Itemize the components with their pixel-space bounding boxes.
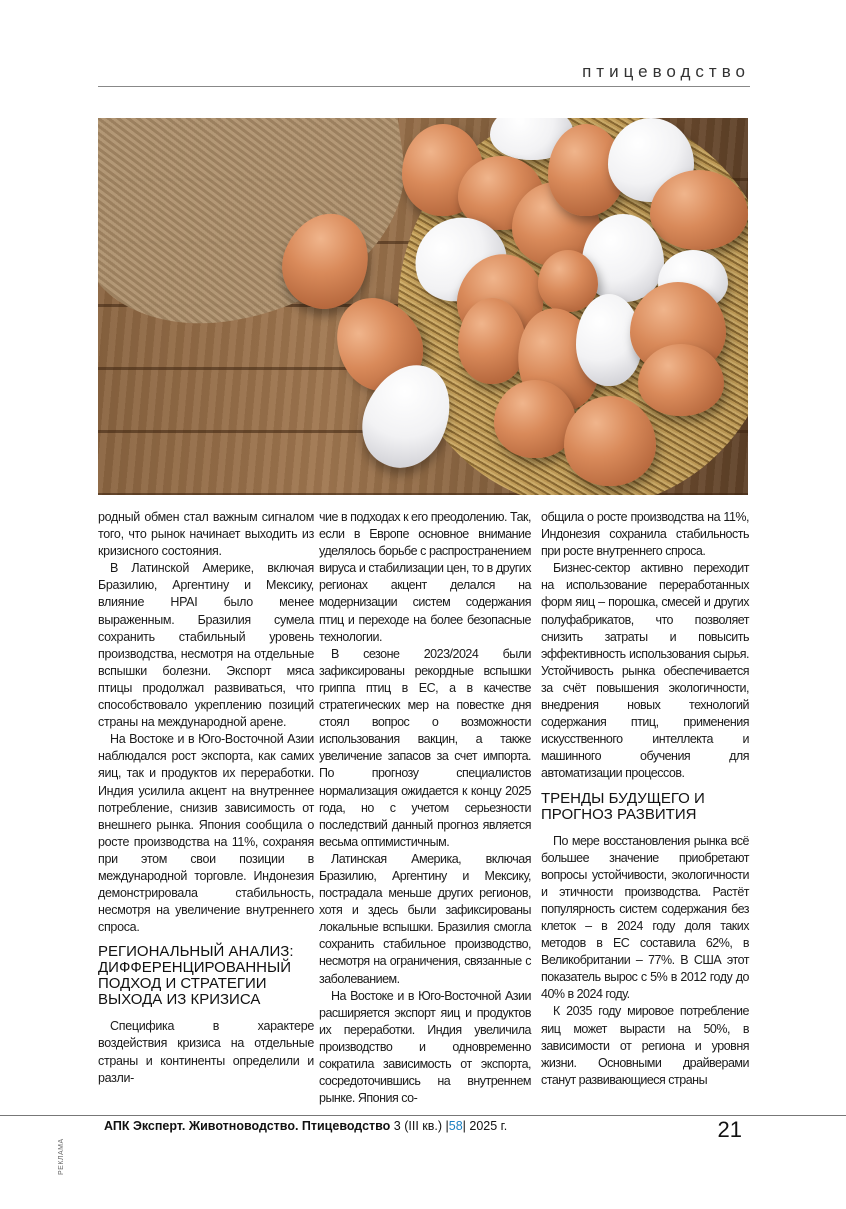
paragraph: Латинская Америка, включая Бразилию, Аргентину и Мексику, пострадала меньше других регионов, хотя и здесь были зафиксированы локальные вспышки. Бразилия смогла сохранить стабильное производство, несмотря на ограничения, связанные с заболеванием. [319, 851, 531, 986]
egg [638, 344, 724, 416]
text-column-3 [541, 509, 749, 1089]
paragraph: На Востоке и в Юго-Восточной Азии расширяется экспорт яиц и продуктов их переработки. Индия увеличила производство и одновременно сократила зависимость от экспорта, сосредоточившись на внутреннем рынке. Япония со- [319, 988, 531, 1106]
paragraph: Бизнес-сектор активно переходит на использование переработанных форм яиц – порошка, смесей и других полуфабрикатов, что позволяет снизить затраты и повысить эффективность использования сырья. Устойчивость рынка обеспечивается за счёт повышения экологичности, внедрения новых технологий содержания птиц, применения искусственного интеллекта и машинного обучения для автоматизации процессов. [541, 561, 749, 781]
text-column-1 [98, 509, 314, 1087]
section-heading: РЕГИОНАЛЬНЫЙ АНАЛИЗ: ДИФФЕРЕНЦИРОВАННЫЙ ПОДХОД И СТРАТЕГИИ ВЫХОДА ИЗ КРИЗИСА [98, 943, 294, 1009]
paragraph: чие в подходах к его преодолению. Так, если в Европе основное внимание уделялось борьбе с распространением вируса и стабилизации цен, то в других регионах акцент делался на модернизации систем содержания птиц и переходе на более безопасные технологии. [319, 510, 531, 644]
issue-year: | 2025 г. [462, 1119, 508, 1133]
paragraph: На Востоке и в Юго-Восточной Азии наблюдался рост экспорта, как самих яиц, так и продуктов их переработки. Индия усилила акцент на внутреннее потребление, снизив зависимость от внешнего рынка. Япония сообщила о росте производства на 11%, сохраняя при этом свои позиции в международной торговле. Индонезия демонстрировала стабильность, несмотря на увеличение внутреннего спроса. [98, 732, 314, 935]
journal-title: АПК Эксперт. Животноводство. Птицеводство [104, 1119, 391, 1133]
page-number: 21 [717, 1117, 742, 1142]
paragraph: По мере восстановления рынка всё большее значение приобретают вопросы устойчивости, экологичности и этичности производства. Растёт популярность систем содержания без клеток – в 2024 году доля таких методов в ЕС составила 62%, в Великобритании – 77%. В США этот показатель вырос с 5% в 2012 году до 40% в 2024 году. [541, 833, 749, 1002]
footer-divider [0, 1115, 846, 1116]
ad-label: РЕКЛАМА [58, 1138, 65, 1175]
issue-number: 58 [448, 1119, 463, 1133]
header-divider [98, 86, 750, 87]
text-column-2 [319, 509, 531, 1107]
paragraph: Специфика в характере воздействия кризиса на отдельные страны и континенты определили и разли- [98, 1019, 314, 1085]
paragraph: К 2035 году мировое потребление яиц может вырасти на 50%, в зависимости от региона и уровня жизни. Основными драйверами станут развивающиеся страны [541, 1004, 749, 1087]
eggs-photo [98, 118, 748, 495]
paragraph: родный обмен стал важным сигналом того, что рынок начинает выходить из кризисного состояния. [98, 510, 314, 559]
paragraph: общила о росте производства на 11%, Индонезия сохранила стабильность при росте внутреннего спроса. [541, 510, 749, 559]
section-title: птицеводство [582, 62, 750, 81]
egg [650, 170, 748, 250]
egg [564, 396, 656, 486]
paragraph: В сезоне 2023/2024 были зафиксированы рекордные вспышки гриппа птиц в ЕС, а в качестве стратегических мер на повестке дня стоял вопрос о возможности использования вакцин, а также увеличение запасов за счет импорта. По прогнозу специалистов нормализация ожидается к концу 2025 года, но с учетом серьезности последствий данный прогноз является весьма оптимистичным. [319, 646, 531, 849]
issue-info: 3 (III кв.) | [393, 1119, 449, 1133]
footer-citation [104, 1119, 507, 1133]
egg [458, 298, 526, 384]
section-heading: ТРЕНДЫ БУДУЩЕГО И ПРОГНОЗ РАЗВИТИЯ [541, 789, 705, 823]
paragraph: В Латинской Америке, включая Бразилию, Аргентину и Мексику, влияние HPAI было менее выраженным. Бразилия сумела сохранить стабильный уровень производства, несмотря на отдельные вспышки болезни. Экспорт мяса птицы продолжал развиваться, что способствовало укреплению позиций страны на международной арене. [98, 561, 314, 730]
